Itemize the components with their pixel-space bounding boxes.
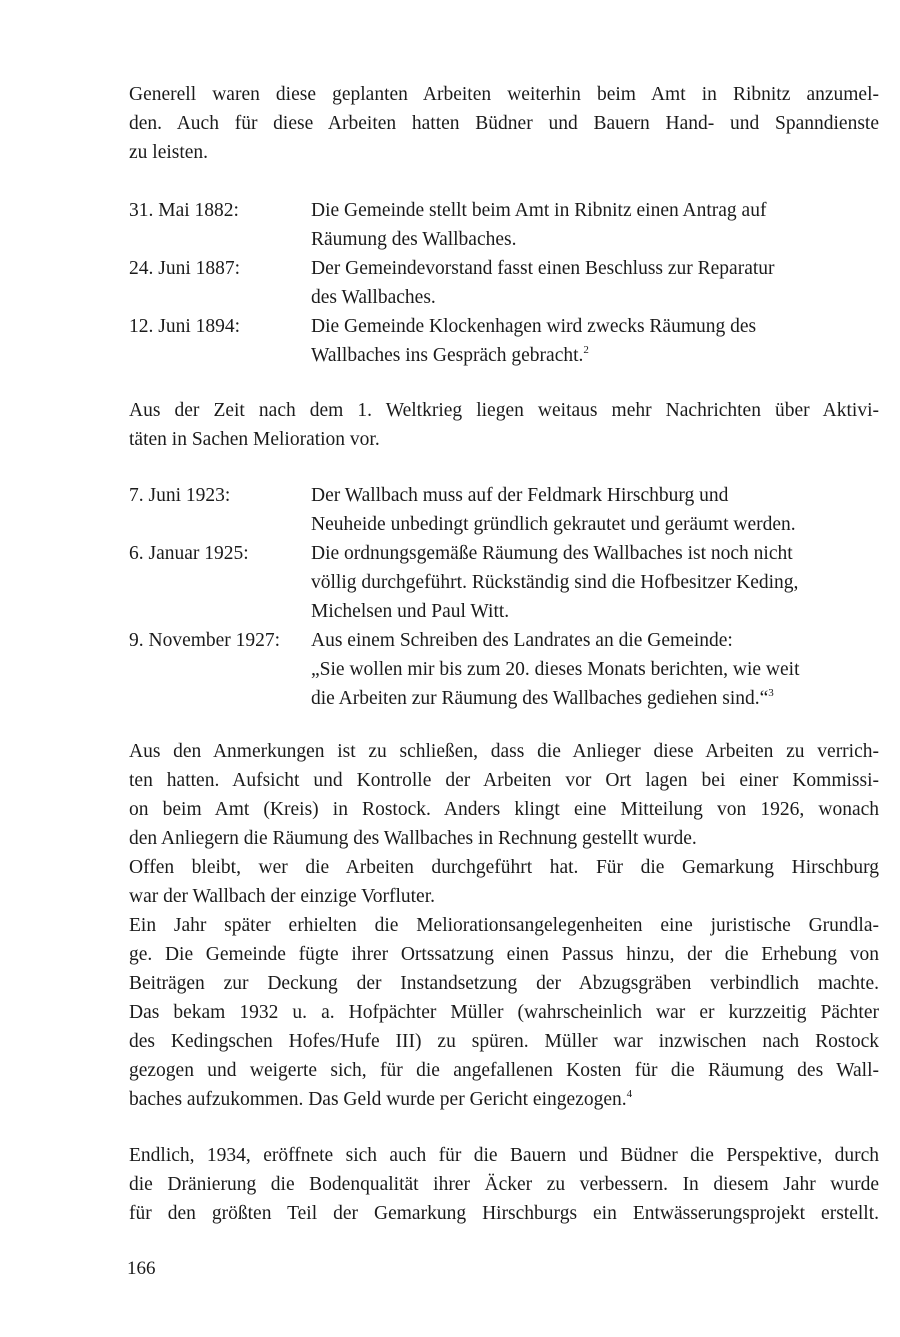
text-line: Neuheide unbedingt gründlich gekrautet und geräumt werden. — [311, 514, 796, 535]
text-line-with-footnote — [311, 684, 889, 713]
text-line: Die ordnungsgemäße Räumung des Wallbaches ist noch nicht — [311, 543, 793, 564]
paragraph-open-question — [129, 853, 879, 911]
entry-date: 31. Mai 1882: — [129, 200, 239, 221]
paragraph-annotations — [129, 737, 879, 853]
chronology-entry — [129, 312, 889, 370]
paragraph-legal-basis — [129, 911, 879, 1114]
footnote-marker: 2 — [583, 344, 589, 356]
text-fragment: Wallbaches ins Gespräch gebracht. — [311, 345, 584, 366]
text-line: des Wallbaches. — [311, 287, 436, 308]
text-line: täten in Sachen Melioration vor. — [129, 429, 380, 450]
text-line: gezogen und weigerte sich, für die angefallenen Kosten für die Räumung des Wall- — [129, 1060, 879, 1081]
paragraph-intro — [129, 80, 879, 167]
text-line: den Anliegern die Räumung des Wallbaches in Rechnung gestellt wurde. — [129, 828, 697, 849]
page-number: 166 — [127, 1258, 156, 1279]
text-line: völlig durchgeführt. Rückständig sind die Hofbesitzer Keding, — [311, 572, 799, 593]
text-line: Die Gemeinde stellt beim Amt in Ribnitz einen Antrag auf — [311, 200, 767, 221]
text-line: Offen bleibt, wer die Arbeiten durchgeführt hat. Für die Gemarkung Hirschburg — [129, 857, 879, 878]
entry-text — [311, 254, 889, 312]
paragraph-drainage-1934 — [129, 1141, 879, 1228]
entry-date: 9. November 1927: — [129, 630, 281, 651]
chronology-list-1923-1927 — [129, 481, 889, 713]
entry-text — [311, 626, 889, 713]
entry-date: 7. Juni 1923: — [129, 485, 231, 506]
chronology-list-1882-1894 — [129, 196, 889, 370]
text-line: Michelsen und Paul Witt. — [311, 601, 510, 622]
text-line: Endlich, 1934, eröffnete sich auch für die Bauern und Büdner die Perspektive, durch — [129, 1145, 879, 1166]
text-line: für den größten Teil der Gemarkung Hirschburgs ein Entwässerungsprojekt erstellt. — [129, 1203, 879, 1224]
entry-date: 12. Juni 1894: — [129, 316, 241, 337]
entry-text — [311, 196, 889, 254]
chronology-entry — [129, 626, 889, 713]
text-line: Räumung des Wallbaches. — [311, 229, 517, 250]
entry-date: 24. Juni 1887: — [129, 258, 241, 279]
footnote-marker: 4 — [626, 1088, 633, 1100]
chronology-entry — [129, 196, 889, 254]
text-fragment: baches aufzukommen. Das Geld wurde per Gericht eingezogen. — [129, 1089, 627, 1110]
text-line: Der Wallbach muss auf der Feldmark Hirschburg und — [311, 485, 729, 506]
text-line: „Sie wollen mir bis zum 20. dieses Monats berichten, wie weit — [311, 659, 800, 680]
paragraph-after-ww1 — [129, 396, 879, 454]
entry-text — [311, 481, 889, 539]
text-line: Aus der Zeit nach dem 1. Weltkrieg liegen weitaus mehr Nachrichten über Aktivi- — [129, 400, 879, 421]
text-line: Generell waren diese geplanten Arbeiten weiterhin beim Amt in Ribnitz anzumel- — [129, 84, 879, 105]
text-line: Aus den Anmerkungen ist zu schließen, dass die Anlieger diese Arbeiten zu verrich- — [129, 741, 879, 762]
text-line: war der Wallbach der einzige Vorfluter. — [129, 886, 435, 907]
text-line: Der Gemeindevorstand fasst einen Beschluss zur Reparatur — [311, 258, 775, 279]
text-fragment: die Arbeiten zur Räumung des Wallbaches gediehen sind.“ — [311, 688, 769, 709]
text-line: Aus einem Schreiben des Landrates an die Gemeinde: — [311, 630, 733, 651]
text-line-with-footnote — [129, 1085, 879, 1114]
text-line: ge. Die Gemeinde fügte ihrer Ortssatzung einen Passus hinzu, der die Erhebung von — [129, 944, 879, 965]
text-line: Ein Jahr später erhielten die Meliorationsangelegenheiten eine juristische Grundla- — [129, 915, 879, 936]
text-line: die Dränierung die Bodenqualität ihrer Äcker zu verbessern. In diesem Jahr wurde — [129, 1174, 879, 1195]
entry-text — [311, 312, 889, 370]
chronology-entry — [129, 539, 889, 626]
text-line: des Kedingschen Hofes/Hufe III) zu spüren. Müller war inzwischen nach Rostock — [129, 1031, 879, 1052]
text-line: den. Auch für diese Arbeiten hatten Büdner und Bauern Hand- und Spanndienste — [129, 113, 879, 134]
chronology-entry — [129, 481, 889, 539]
entry-date: 6. Januar 1925: — [129, 543, 249, 564]
chronology-entry — [129, 254, 889, 312]
entry-text — [311, 539, 889, 626]
text-line: zu leisten. — [129, 142, 209, 163]
footnote-marker: 3 — [768, 687, 774, 699]
text-line: Die Gemeinde Klockenhagen wird zwecks Räumung des — [311, 316, 757, 337]
text-line-with-footnote — [311, 341, 889, 370]
text-line: Das bekam 1932 u. a. Hofpächter Müller (wahrscheinlich war er kurzzeitig Pächter — [129, 1002, 879, 1023]
text-line: ten hatten. Aufsicht und Kontrolle der Arbeiten vor Ort lagen bei einer Kommissi- — [129, 770, 879, 791]
text-line: Beiträgen zur Deckung der Instandsetzung der Abzugsgräben verbindlich machte. — [129, 973, 879, 994]
text-line: on beim Amt (Kreis) in Rostock. Anders klingt eine Mitteilung von 1926, wonach — [129, 799, 879, 820]
